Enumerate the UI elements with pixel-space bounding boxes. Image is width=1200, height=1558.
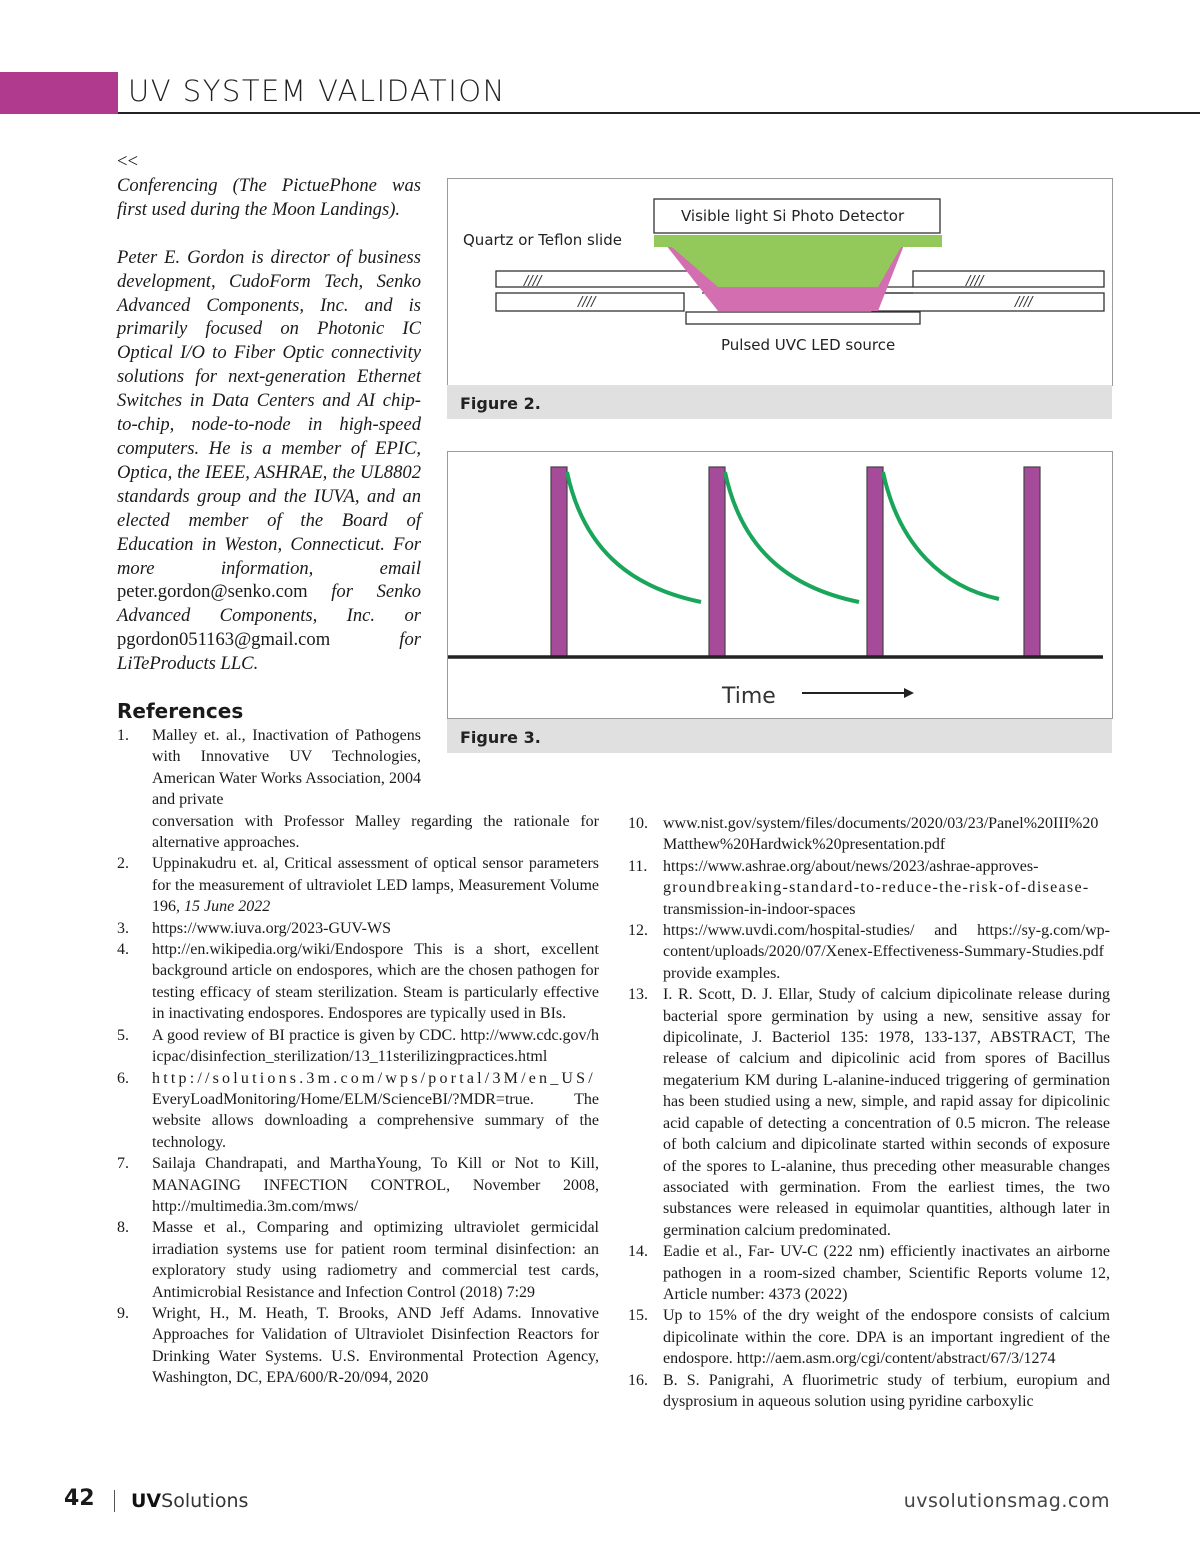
- reference-text: B. S. Panigrahi, A fluorimetric study of terbium, europium and dysprosium in aqueous solution using pyridine carboxylic: [663, 1371, 1110, 1410]
- reference-link[interactable]: transmission-in-indoor-spaces: [663, 900, 856, 918]
- references-list-right: [628, 813, 1110, 1412]
- reference-item: 2. Uppinakudru et. al, Critical assessment of optical sensor parameters for the measurement of ultraviolet LED lamps, Measurement Volume 196, 15 June 2022: [117, 855, 599, 916]
- uv-pulse-bar: [709, 467, 725, 657]
- footer-divider: [114, 1490, 115, 1512]
- author-bio: [117, 150, 421, 676]
- references-list-left: [117, 725, 599, 1389]
- reference-text: EveryLoadMonitoring/Home/ELM/ScienceBI/?MDR=true. The website allows downloading a comprehensive summary of the technology.: [152, 1090, 599, 1151]
- figure-3: [447, 451, 1113, 719]
- reference-item: 1. Malley et. al., Inactivation of Pathogens with Innovative UV Technologies, American Water Works Association, 2004 and private conversation with Professor Malley regarding the rationale for alternative approaches.: [117, 727, 599, 852]
- slide-label: Quartz or Teflon slide: [463, 231, 622, 249]
- page-number: 42: [64, 1486, 95, 1511]
- reference-link[interactable]: groundbreaking-standard-to-reduce-the-risk-of-disease-: [663, 879, 1090, 897]
- figure-2: [447, 178, 1113, 386]
- figure-2-caption: Figure 2.: [447, 385, 1112, 419]
- decay-curve: [725, 472, 859, 602]
- figure-2-diagram: [448, 179, 1112, 385]
- slide-right-bottom: [872, 293, 1104, 311]
- section-accent-bar: [0, 72, 118, 114]
- reference-text: Wright, H., M. Heath, T. Brooks, AND Jeff Adams. Innovative Approaches for Validation of Ultraviolet Disinfection Reactors for Drinking Water Systems. U.S. Environmental Protection Agency, Washington, DC, EPA/600/R-20/094, 2020: [152, 1304, 599, 1387]
- hatch-mark: ////: [578, 295, 596, 310]
- reference-text: Sailaja Chandrapati, and MarthaYoung, To Kill or Not to Kill, MANAGING INFECTION CONTROL, November 2008, http://multimedia.3m.com/mws/: [152, 1155, 599, 1215]
- publication-name-bold: UV: [131, 1490, 162, 1512]
- reference-text: Uppinakudru et. al, Critical assessment of optical sensor parameters for the measurement of ultraviolet LED lamps, Measurement Volume 196: [152, 855, 599, 916]
- reference-text: Eadie et al., Far- UV-C (222 nm) efficiently inactivates an airborne pathogen in a room-sized chamber, Scientific Reports volume 12, Article number: 4373 (2022): [663, 1243, 1110, 1303]
- uv-pulse-bar: [1024, 467, 1040, 657]
- reference-item: 12. https://www.uvdi.com/hospital-studies/ and https://sy-g.com/wp-content/uploads/2020/07/Xenex-Effectiveness-Summary-Studies.pdf provide examples.: [628, 922, 1110, 982]
- reference-item: 6. http://solutions.3m.com/wps/portal/3M/en_US/ EveryLoadMonitoring/Home/ELM/ScienceBI/?MDR=true. The website allows downloading a comprehensive summary of the technology.: [117, 1069, 599, 1151]
- footer-website[interactable]: uvsolutionsmag.com: [903, 1490, 1110, 1512]
- reference-item: 15. Up to 15% of the dry weight of the endospore consists of calcium dipicolinate within the core. DPA is an important ingredient of the endospore. http://aem.asm.org/cgi/content/abstract/67/3/1274: [628, 1307, 1110, 1368]
- reference-item: 9. Wright, H., M. Heath, T. Brooks, AND Jeff Adams. Innovative Approaches for Validation of Ultraviolet Disinfection Reactors for Drinking Water Systems. U.S. Environmental Protection Agency, Washington, DC, EPA/600/R-20/094, 2020: [117, 1304, 599, 1387]
- uvc-led-source: [686, 312, 920, 324]
- hatch-mark: ////: [1015, 295, 1033, 310]
- decay-curve: [567, 472, 701, 602]
- section-title: UV SYSTEM VALIDATION: [128, 74, 506, 108]
- reference-item: 11. https://www.ashrae.org/about/news/2023/ashrae-approves- groundbreaking-standard-to-reduce-the-risk-of-disease- transmission-in-indoor-spaces: [628, 857, 1090, 918]
- bio-text-a: Peter E. Gordon is director of business development, CudoForm Tech, Senko Advanced Components, Inc. and is primarily focused on Photonic IC Optical I/O to Fiber Optic connectivity solutions for next-generation Ethernet Switches in Data Centers and AI chip-to-chip, node-to-node in high-speed computers. He is a member of EPIC, Optica, the IEEE, ASHRAE, the UL8802 standards group and the IUVA, and an elected member of the Board of Education in Weston, Connecticut. For more information, email: [117, 246, 421, 579]
- reference-item: 7. Sailaja Chandrapati, and MarthaYoung, To Kill or Not to Kill, MANAGING INFECTION CONTROL, November 2008, http://multimedia.3m.com/mws/: [117, 1155, 599, 1215]
- detector-label: Visible light Si Photo Detector: [681, 207, 905, 225]
- hatch-mark: ////: [966, 274, 984, 289]
- figure-3-caption: Figure 3.: [447, 719, 1112, 753]
- bio-text-b: for Senko Advanced Components, Inc. or: [117, 581, 421, 627]
- reference-item: 13. I. R. Scott, D. J. Ellar, Study of calcium dipicolinate release during bacterial spore germination by using a new, sensitive assay for dipicolinate, J. Bacteriol 135: 1978, 133-137, ABSTRACT, The release of calcium and dipicolinic acid from spores of Bacillus megaterium KM during L-alanine-induced triggering of germination has been studied using a new, simple, and rapid assay for dipicolinic acid capable of detecting a concentration of 0.5 micron. The release of both calcium and dipicolinate started within seconds of exposure of the spores to L-alanine, thus preceding other measurable changes associated with germination. From the earliest times, the two substances were released in equimolar quantities, although later in germination calcium predominated.: [628, 986, 1110, 1239]
- reference-text: Malley et. al., Inactivation of Pathogens with Innovative UV Technologies, American Water Works Association, 2004 and private: [152, 727, 421, 809]
- bio-text-c: for LiTeProducts LLC.: [117, 629, 421, 675]
- email-link-senko[interactable]: peter.gordon@senko.com: [117, 581, 308, 603]
- reference-date: , 15 June 2022: [176, 898, 271, 916]
- source-label: Pulsed UVC LED source: [721, 336, 896, 354]
- hatch-mark: ////: [524, 274, 542, 289]
- decay-curve: [883, 472, 999, 599]
- reference-text: I. R. Scott, D. J. Ellar, Study of calcium dipicolinate release during bacterial spore germination by using a new, sensitive assay for dipicolinate, J. Bacteriol 135: 1978, 133-137, ABSTRACT, The release of calcium and dipicolinic acid from spores of Bacillus megaterium KM during L-alanine-induced triggering of germination has been studied using a new, simple, and rapid assay for dipicolinic acid capable of detecting a concentration of 0.5 micron. The release of both calcium and dipicolinate started within seconds of exposure of the spores to L-alanine, thus preceding other measurable changes associated with germination. From the earliest times, the two substances were released in equimolar quantities, although later in germination calcium predominated.: [663, 986, 1110, 1239]
- time-label: Time: [722, 684, 776, 709]
- time-arrow-head: [904, 688, 914, 698]
- reference-item: 16. B. S. Panigrahi, A fluorimetric study of terbium, europium and dysprosium in aqueous solution using pyridine carboxylic: [628, 1371, 1110, 1410]
- uv-pulse-bar: [867, 467, 883, 657]
- reference-text: http://en.wikipedia.org/wiki/Endospore This is a short, excellent background article on endospores, which are the chosen pathogen for testing efficacy of steam sterilization. Steam is particularly effective in inactivating endospores. Endospores are typically used in BIs.: [152, 941, 599, 1023]
- bio-paragraph-2: [117, 246, 421, 676]
- reference-link[interactable]: http://solutions.3m.com/wps/portal/3M/en_US/: [152, 1069, 596, 1087]
- reference-text: conversation with Professor Malley regarding the rationale for alternative approaches.: [152, 812, 599, 852]
- detector-sensor-strip: [654, 235, 942, 247]
- reference-item: 5. A good review of BI practice is given by CDC. http://www.cdc.gov/hicpac/disinfection_sterilization/13_11sterilizingpractices.html: [117, 1026, 599, 1066]
- reference-text: Masse et al., Comparing and optimizing ultraviolet germicidal irradiation systems use for patient room terminal disinfection: an exploratory study using radiometry and commercial test cards, Antimicrobial Resistance and Infection Control (2018) 7:29: [152, 1219, 599, 1301]
- reference-link[interactable]: https://www.ashrae.org/about/news/2023/ashrae-approves-: [663, 857, 1039, 875]
- reference-text: Up to 15% of the dry weight of the endospore consists of calcium dipicolinate within the core. DPA is an important ingredient of the endospore. http://aem.asm.org/cgi/content/abstract/67/3/1274: [663, 1307, 1110, 1368]
- uv-pulse-bar: [551, 467, 567, 657]
- references-heading: References: [117, 699, 244, 723]
- reference-link[interactable]: www.nist.gov/system/files/documents/2020/03/23/Panel%20III%20Matthew%20Hardwick%20presentation.pdf: [663, 815, 1099, 854]
- publication-name: [131, 1490, 248, 1512]
- reference-link[interactable]: https://www.iuva.org/2023-GUV-WS: [152, 919, 391, 937]
- reference-text: https://www.uvdi.com/hospital-studies/ and https://sy-g.com/wp-content/uploads/2020/07/Xenex-Effectiveness-Summary-Studies.pdf provide examples.: [663, 922, 1110, 982]
- reference-item: 14. Eadie et al., Far- UV-C (222 nm) efficiently inactivates an airborne pathogen in a room-sized chamber, Scientific Reports volume 12, Article number: 4373 (2022): [628, 1243, 1110, 1303]
- bio-paragraph-1: Conferencing (The PictuePhone was first used during the Moon Landings).: [117, 174, 421, 220]
- slide-right-top: [913, 271, 1104, 287]
- reference-text: A good review of BI practice is given by CDC. http://www.cdc.gov/hicpac/disinfection_sterilization/13_11sterilizingpractices.html: [152, 1026, 599, 1066]
- reference-item: 10. www.nist.gov/system/files/documents/2020/03/23/Panel%20III%20Matthew%20Hardwick%20presentation.pdf: [628, 815, 1099, 854]
- reference-item: 4. http://en.wikipedia.org/wiki/Endospore This is a short, excellent background article on endospores, which are the chosen pathogen for testing efficacy of steam sterilization. Steam is particularly effective in inactivating endospores. Endospores are typically used in BIs.: [117, 941, 599, 1023]
- figure-3-diagram: [448, 452, 1112, 718]
- continued-marker: <<: [117, 151, 138, 172]
- header-rule: [118, 112, 1200, 114]
- reference-item: 8. Masse et al., Comparing and optimizing ultraviolet germicidal irradiation systems use for patient room terminal disinfection: an exploratory study using radiometry and commercial test cards, Antimicrobial Resistance and Infection Control (2018) 7:29: [117, 1219, 599, 1301]
- publication-name-rest: Solutions: [161, 1490, 249, 1512]
- email-link-gmail[interactable]: pgordon051163@gmail.com: [117, 629, 331, 651]
- reference-item: 3. https://www.iuva.org/2023-GUV-WS: [117, 919, 391, 937]
